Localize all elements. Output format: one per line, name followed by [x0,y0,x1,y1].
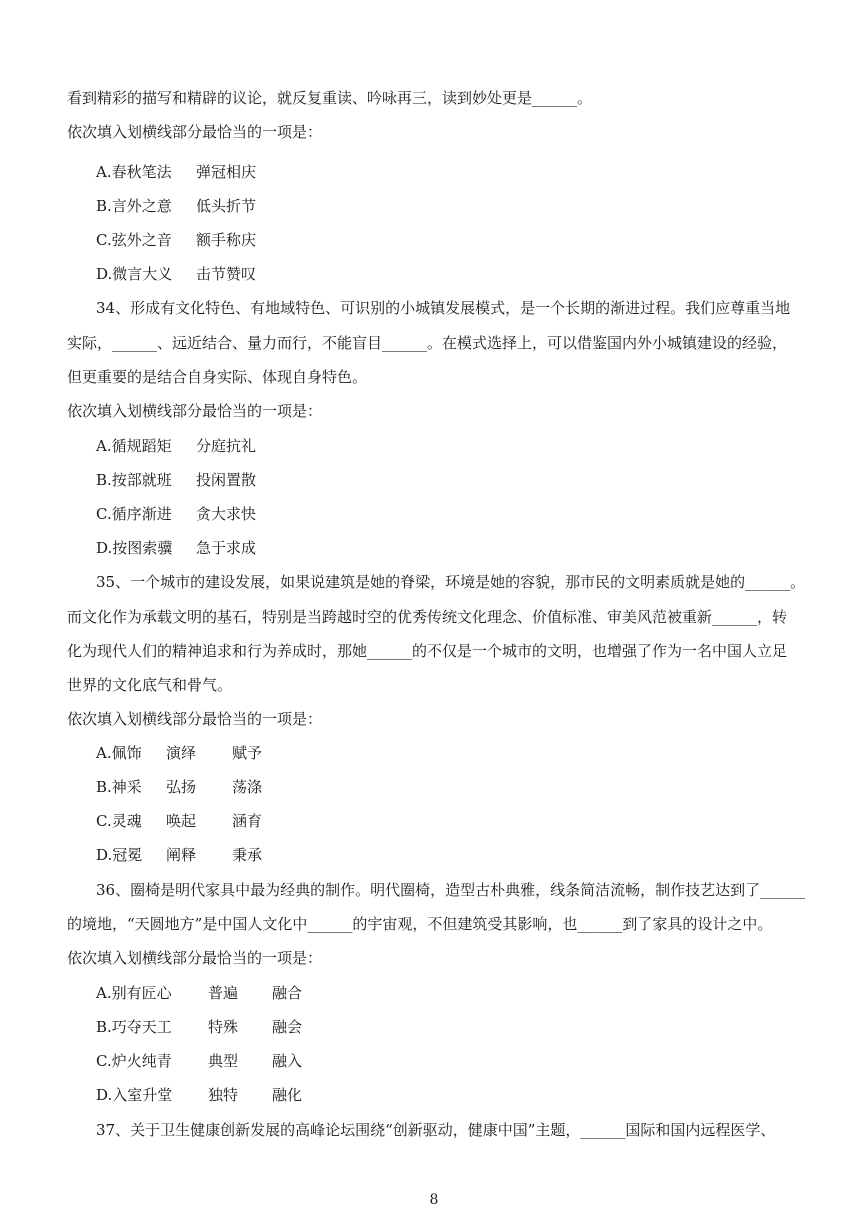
option-word-3: 秉承 [232,846,263,864]
option-word-2: 低头折节 [196,197,257,215]
option-word-2: 额手称庆 [196,231,257,249]
option-word-2: 唤起 [166,812,197,830]
option-word-2: 贪大求快 [196,505,257,523]
option-word-3: 融合 [272,984,303,1002]
q34-stem-line-3: 但更重要的是结合自身实际、体现自身特色。 [67,368,368,386]
q34-option-a [96,436,256,456]
option-word-2: 阐释 [166,846,197,864]
option-word-2: 独特 [208,1086,239,1104]
option-word-1: D.冠冕 [96,846,143,864]
q33-prompt: 依次填入划横线部分最恰当的一项是： [67,123,323,141]
option-word-1: B.言外之意 [96,197,172,215]
option-word-2: 急于求成 [196,539,257,557]
option-word-1: A.佩饰 [96,744,142,762]
option-word-2: 典型 [208,1052,239,1070]
option-word-1: C.灵魂 [96,812,142,830]
option-word-3: 涵育 [232,812,263,830]
q34-option-c [96,504,256,524]
option-word-1: D.入室升堂 [96,1086,173,1104]
option-word-3: 荡涤 [232,778,263,796]
q33-option-d [96,264,256,284]
q33-stem-tail: 看到精彩的描写和精辟的议论，就反复重读、吟咏再三，读到妙处更是______。 [67,89,593,107]
q35-option-a [96,743,262,763]
option-word-2: 普遍 [208,984,239,1002]
q33-option-c [96,230,256,250]
q35-option-c [96,811,262,831]
option-word-3: 融化 [272,1086,303,1104]
option-word-2: 弹冠相庆 [196,163,257,181]
option-word-1: B.神采 [96,778,142,796]
q35-stem-line-4: 世界的文化底气和骨气。 [67,676,233,694]
q35-prompt: 依次填入划横线部分最恰当的一项是： [67,710,323,728]
q36-option-c [96,1051,302,1071]
q36-option-d [96,1085,302,1105]
option-word-2: 分庭抗礼 [196,437,257,455]
option-word-2: 投闲置散 [196,471,257,489]
option-word-1: B.巧夺天工 [96,1018,172,1036]
q36-stem-line-2: 的境地，“天圆地方”是中国人文化中______的宇宙观，不但建筑受其影响，也______到了家具的设计之中。 [67,915,773,933]
q34-stem-line-1: 34、形成有文化特色、有地域特色、可识别的小城镇发展模式，是一个长期的渐进过程。我们应尊重当地 [96,299,791,317]
q35-option-d [96,845,262,865]
q36-stem-line-1: 36、圈椅是明代家具中最为经典的制作。明代圈椅，造型古朴典雅，线条简洁流畅，制作技艺达到了______ [96,881,806,899]
q34-option-d [96,538,256,558]
option-word-1: D.微言大义 [96,265,173,283]
option-word-1: C.炉火纯青 [96,1052,172,1070]
option-word-1: C.弦外之音 [96,231,172,249]
option-word-1: D.按图索骥 [96,539,173,557]
q35-stem-line-2: 而文化作为承载文明的基石，特别是当跨越时空的优秀传统文化理念、价值标准、审美风范被重新______，转 [67,608,788,626]
q35-option-b [96,777,262,797]
q35-stem-line-3: 化为现代人们的精神追求和行为养成时，那她______的不仅是一个城市的文明，也增强了作为一名中国人立足 [67,642,788,660]
q36-prompt: 依次填入划横线部分最恰当的一项是： [67,949,323,967]
q34-stem-line-2: 实际，______、远近结合、量力而行，不能盲目______。在模式选择上，可以借鉴国内外小城镇建设的经验， [67,334,788,352]
option-word-1: A.春秋笔法 [96,163,172,181]
option-word-1: A.别有匠心 [96,984,172,1002]
option-word-1: C.循序渐进 [96,505,172,523]
q36-option-b [96,1017,302,1037]
q33-option-a [96,162,256,182]
option-word-3: 融入 [272,1052,303,1070]
page-number: 8 [429,1192,439,1208]
option-word-2: 弘扬 [166,778,197,796]
option-word-2: 击节赞叹 [196,265,257,283]
q33-option-b [96,196,256,216]
option-word-3: 赋予 [232,744,263,762]
q34-option-b [96,470,256,490]
option-word-1: B.按部就班 [96,471,172,489]
option-word-2: 演绎 [166,744,197,762]
option-word-3: 融会 [272,1018,303,1036]
option-word-2: 特殊 [208,1018,239,1036]
q35-stem-line-1: 35、一个城市的建设发展，如果说建筑是她的脊梁，环境是她的容貌，那市民的文明素质就是她的______。 [96,573,806,591]
q34-prompt: 依次填入划横线部分最恰当的一项是： [67,402,323,420]
q37-stem-line-1: 37、关于卫生健康创新发展的高峰论坛围绕“创新驱动，健康中国”主题，______国际和国内远程医学、 [96,1121,776,1139]
q36-option-a [96,983,302,1003]
option-word-1: A.循规蹈矩 [96,437,172,455]
